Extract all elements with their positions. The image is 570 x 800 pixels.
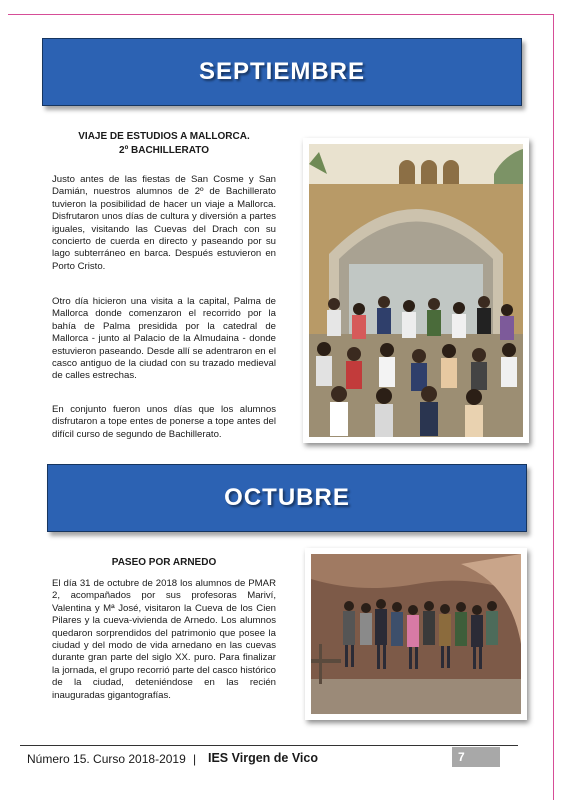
- footer-rule: [20, 745, 518, 746]
- arnedo-article-title: PASEO POR ARNEDO: [111, 557, 217, 568]
- september-heading: SEPTIEMBRE: [42, 38, 522, 106]
- footer-issue: Número 15. Curso 2018-2019: [27, 752, 186, 766]
- arnedo-photo-illustration: [311, 554, 521, 714]
- footer-school-name: IES Virgen de Vico: [208, 751, 318, 765]
- arnedo-group-photo: [305, 548, 527, 720]
- mallorca-paragraph-3: En conjunto fueron unos días que los alumnos disfrutaron a tope entes de ponerse a tope antes del difícil curso de segundo de Bachillerato.: [52, 404, 276, 440]
- footer-separator: |: [193, 752, 197, 766]
- mallorca-paragraph-1: Justo antes de las fiestas de San Cosme y San Damián, nuestros alumnos de 2º de Bachillerato tuvieron la posibilidad de hacer un viaje a Mallorca. Disfrutaron unos días de cultura y diversión a partes iguales, visitando las Cuevas del Drach con su concierto de cuerda en directo y paseando por su lago subterráneo en barca. Después estuvieron en Porto Cristo.: [52, 174, 276, 272]
- mallorca-title-line1: VIAJE DE ESTUDIOS A MALLORCA.: [78, 131, 250, 142]
- arnedo-paragraph-1: El día 31 de octubre de 2018 los alumnos de PMAR 2, acompañados por sus profesoras Mariví, Valentina y Mª José, visitaron la Cueva de los Cien Pilares y la cueva-vivienda de Arnedo. Los alumnos quedaron sorprendidos del patrimonio que posee la ciudad y del modo de vida arnedano en las cuevas durante gran parte del siglo XX. puro. Para finalizar la jornada, el grupo recorrió parte del casco histórico de la ciudad, deteniéndose en las recién inauguradas gigantografías.: [52, 578, 276, 701]
- mallorca-title-line2: 2º BACHILLERATO: [119, 145, 209, 156]
- mallorca-group-photo: [303, 138, 529, 443]
- page-number: 7: [452, 747, 500, 767]
- mallorca-article-title: [52, 130, 276, 158]
- mallorca-paragraph-2: Otro día hicieron una visita a la capital, Palma de Mallorca donde comenzaron el recorrido por la bahía de Palma presidida por la catedral de Mallorca - junto al Palacio de la Almudaina - donde estuvieron paseando. Desde allí se adentraron en el casco antiguo de la ciudad con su trazado medieval de calles estrechas.: [52, 296, 276, 382]
- mallorca-photo-illustration: [309, 144, 523, 437]
- october-heading: OCTUBRE: [47, 464, 527, 532]
